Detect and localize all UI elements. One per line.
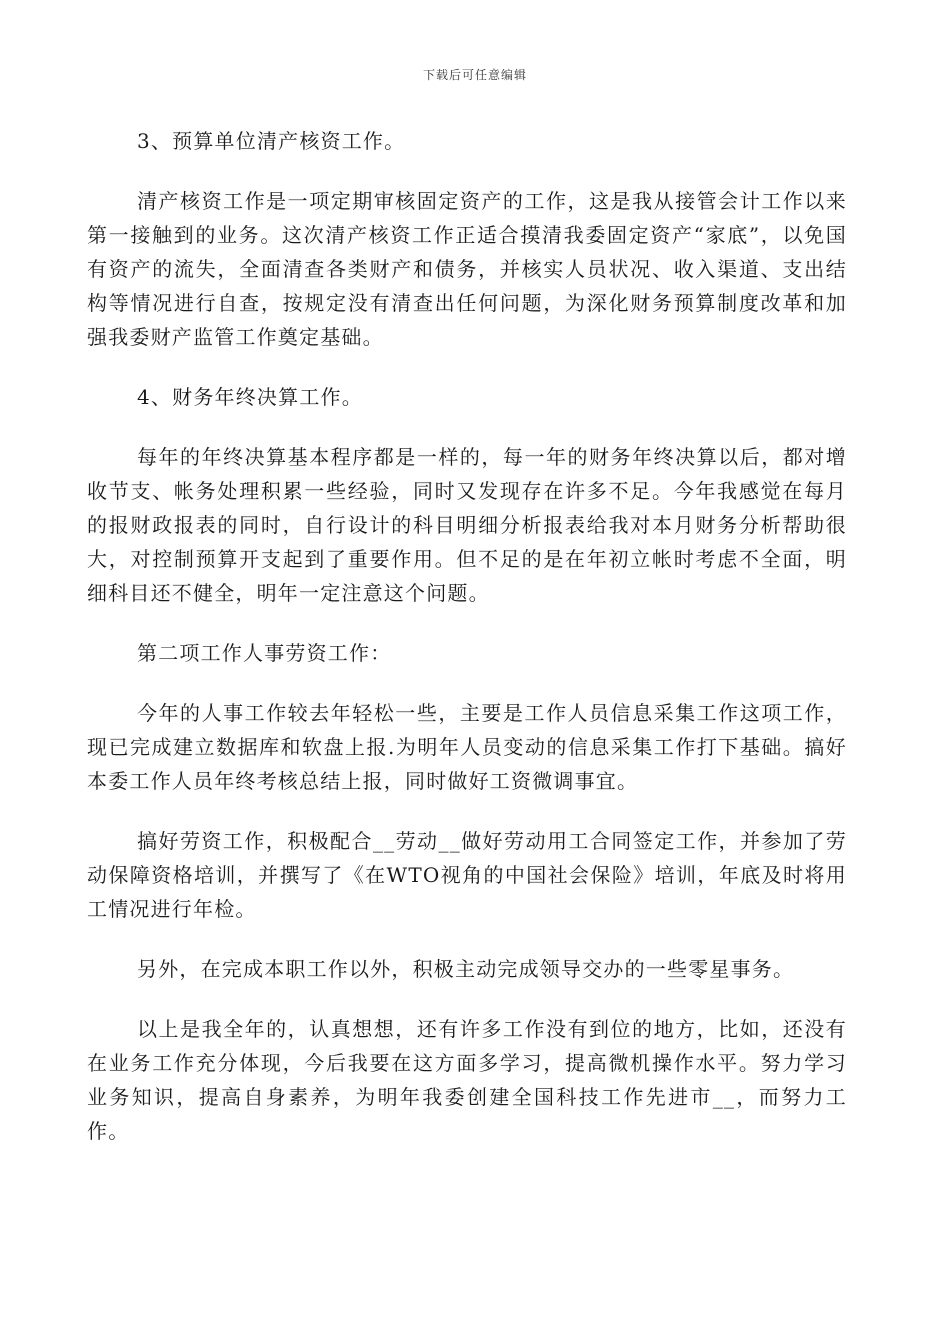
section-heading-personnel-labor: 第二项工作人事劳资工作： xyxy=(137,641,392,665)
section-heading-year-end-accounts: 4、财务年终决算工作。 xyxy=(137,385,363,409)
paragraph-labor: 搞好劳资工作，积极配合__劳动__做好劳动用工合同签定工作，并参加了劳动保障资格培训，并撰写了《在WTO视角的中国社会保险》培训，年底及时将用工情况进行年检。 xyxy=(87,829,847,921)
paragraph-personnel: 今年的人事工作较去年轻松一些，主要是工作人员信息采集工作这项工作，现已完成建立数据库和软盘上报.为明年人员变动的信息采集工作打下基础。搞好本委工作人员年终考核总结上报，同时做好工资微调事宜。 xyxy=(87,701,847,793)
paragraph-conclusion: 以上是我全年的，认真想想，还有许多工作没有到位的地方，比如，还没有在业务工作充分体现，今后我要在这方面多学习，提高微机操作水平。努力学习业务知识，提高自身素养，为明年我委创建全国科技工作先进市__，而努力工作。 xyxy=(87,1017,847,1143)
paragraph-other-tasks: 另外，在完成本职工作以外，积极主动完成领导交办的一些零星事务。 xyxy=(137,957,795,981)
page-header: 下载后可任意编辑 xyxy=(422,68,527,82)
paragraph-year-end-accounts: 每年的年终决算基本程序都是一样的，每一年的财务年终决算以后，都对增收节支、帐务处理积累一些经验，同时又发现存在许多不足。今年我感觉在每月的报财政报表的同时，自行设计的科目明细分析报表给我对本月财务分析帮助很大，对控制预算开支起到了重要作用。但不足的是在年初立帐时考虑不全面，明细科目还不健全，明年一定注意这个问题。 xyxy=(87,445,847,605)
section-heading-budget-asset-check: 3、预算单位清产核资工作。 xyxy=(137,129,406,153)
document-body xyxy=(87,124,847,1174)
paragraph-asset-check: 清产核资工作是一项定期审核固定资产的工作，这是我从接管会计工作以来第一接触到的业务。这次清产核资工作正适合摸清我委固定资产“家底”，以免国有资产的流失，全面清查各类财产和债务，并核实人员状况、收入渠道、支出结构等情况进行自查，按规定没有清查出任何问题，为深化财务预算制度改革和加强我委财产监管工作奠定基础。 xyxy=(87,189,847,349)
